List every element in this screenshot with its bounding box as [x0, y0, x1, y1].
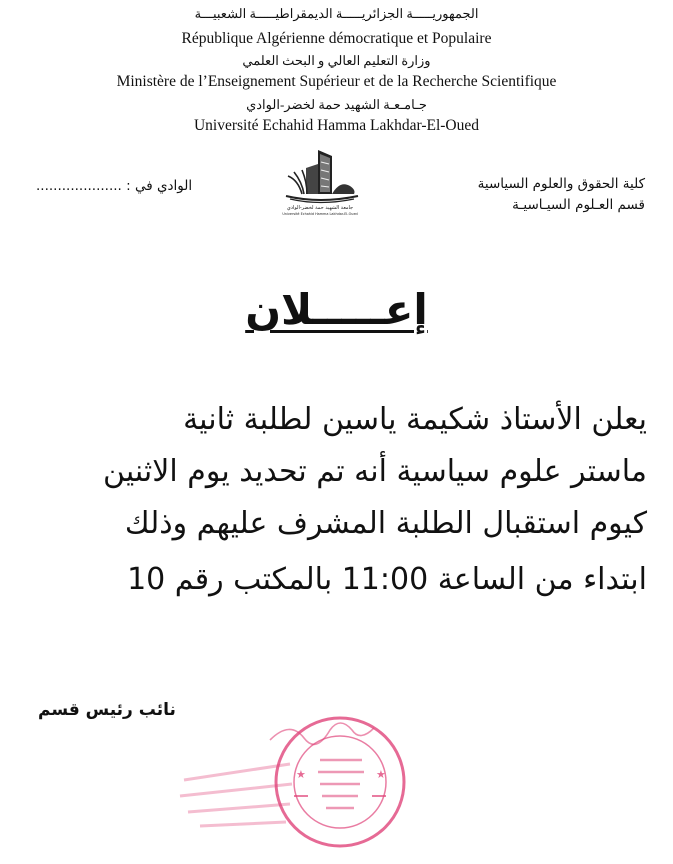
body-line-2: ماستر علوم سياسية أنه تم تحديد يوم الاثنين [102, 454, 647, 489]
body-line-1: يعلن الأستاذ شكيمة ياسين لطلبة ثانية [183, 402, 647, 437]
svg-text:جامعة الشهيد حمة لخضر-الوادي: جامعة الشهيد حمة لخضر-الوادي [286, 205, 354, 211]
signer-title: نائب رئيس قسم [38, 700, 176, 720]
republic-arabic: الجمهوريـــــة الجزائريـــــة الديمقراطيـــــة الشعبيـــة [194, 6, 479, 21]
ministry-arabic: وزارة التعليم العالي و البحث العلمي [242, 53, 431, 68]
svg-text:★: ★ [296, 768, 306, 781]
svg-text:★: ★ [376, 768, 386, 781]
ministry-french: Ministère de l’Enseignement Supérieur et de la Recherche Scientifique [116, 73, 557, 90]
republic-french: République Algérienne démocratique et Populaire [181, 30, 492, 47]
body-line-4: ابتداء من الساعة 11:00 بالمكتب رقم 10 [127, 562, 647, 597]
department-name: قسم العـلوم السيـاسيـة [512, 197, 645, 213]
svg-text:Université Echahid Hamma Lakhd: Université Echahid Hamma Lakhdar-El-Oued [282, 212, 358, 216]
place-date-field: الوادي في : .................... [36, 178, 193, 194]
university-logo [280, 146, 360, 216]
body-line-3: كيوم استقبال الطلبة المشرف عليهم وذلك [124, 506, 647, 541]
official-stamp [170, 700, 430, 860]
university-french: Université Echahid Hamma Lakhdar-El-Oued [193, 117, 480, 134]
faculty-name: كلية الحقوق والعلوم السياسية [477, 176, 645, 192]
announcement-title: إعـــــلان [245, 285, 428, 334]
university-arabic: جـامـعـة الشهيد حمة لخضر-الوادي [246, 97, 427, 112]
